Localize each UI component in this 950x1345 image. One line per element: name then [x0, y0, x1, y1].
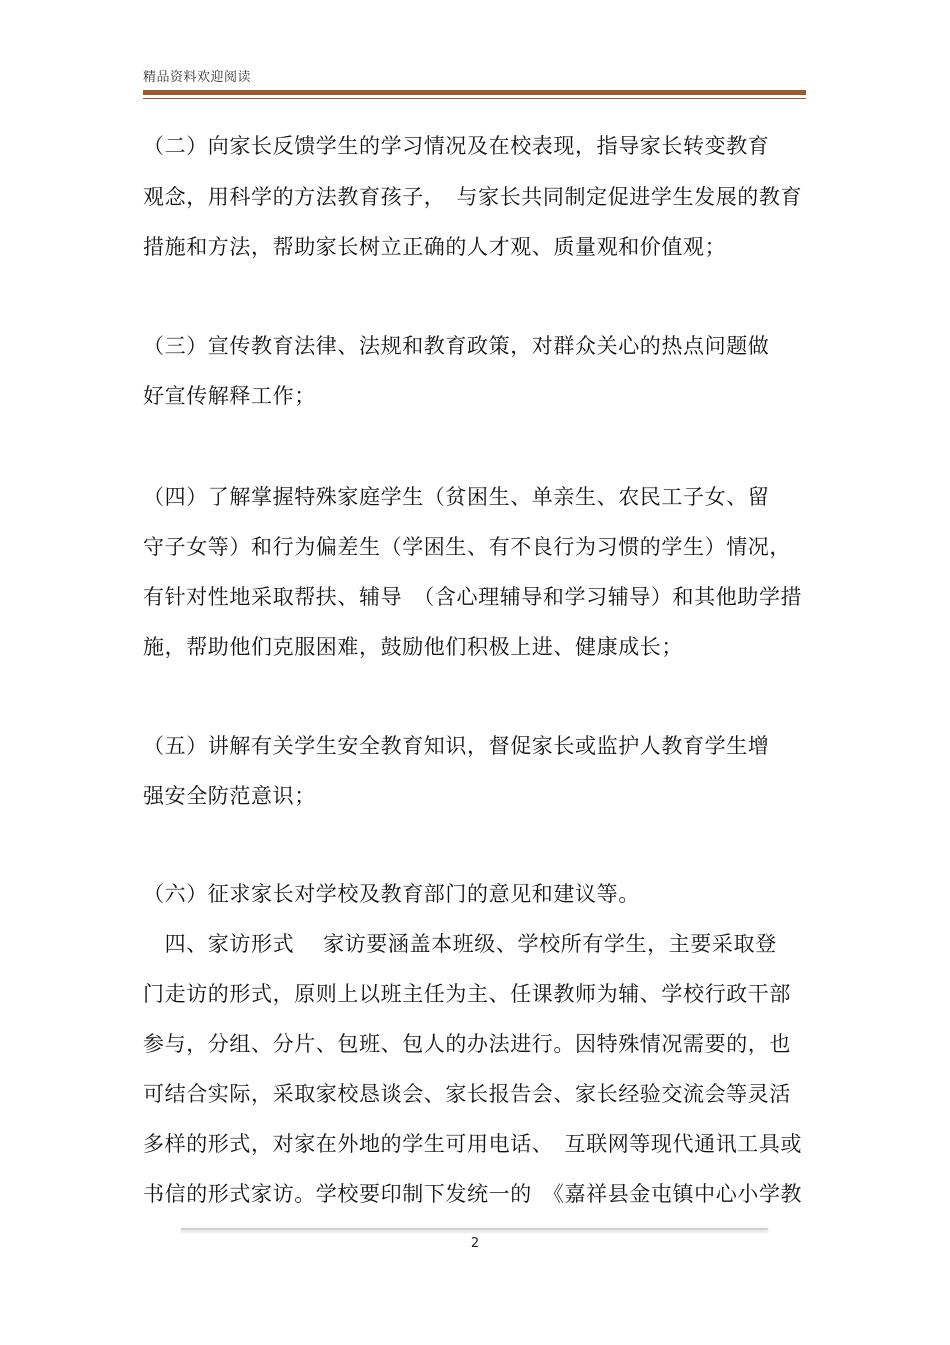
page-number: 2	[470, 1236, 480, 1251]
text-line: 参与，分组、分片、包班、包人的办法进行。因特殊情况需要的，也	[143, 1032, 791, 1056]
text-line: 好宣传解释工作；	[143, 384, 316, 408]
text-line: （二）向家长反馈学生的学习情况及在校表现，指导家长转变教育	[143, 134, 770, 158]
text-line: （四）了解掌握特殊家庭学生（贫困生、单亲生、农民工子女、留	[143, 485, 770, 509]
text-line: 门走访的形式，原则上以班主任为主、任课教师为辅、学校行政干部	[143, 982, 791, 1006]
header-divider-thin	[143, 98, 806, 99]
text-line: 可结合实际，采取家校恳谈会、家长报告会、家长经验交流会等灵活	[143, 1082, 791, 1106]
text-line: （六）征求家长对学校及教育部门的意见和建议等。	[143, 882, 640, 906]
text-line: 施，帮助他们克服困难，鼓励他们积极上进、健康成长；	[143, 635, 683, 659]
text-line: 书信的形式家访。学校要印制下发统一的 《嘉祥县金屯镇中心小学教	[143, 1182, 803, 1206]
header-divider	[143, 90, 806, 95]
footer-divider	[181, 1228, 768, 1230]
text-line: （三）宣传教育法律、法规和教育政策，对群众关心的热点问题做	[143, 334, 770, 358]
text-line: 多样的形式，对家在外地的学生可用电话、 互联网等现代通讯工具或	[143, 1132, 803, 1156]
text-line: 守子女等）和行为偏差生（学困生、有不良行为习惯的学生）情况，	[143, 535, 791, 559]
text-line: 强安全防范意识；	[143, 784, 316, 808]
text-line: 四、家访形式 家访要涵盖本班级、学校所有学生，主要采取登	[143, 932, 777, 956]
text-line: 有针对性地采取帮扶、辅导 （含心理辅导和学习辅导）和其他助学措	[143, 585, 803, 609]
page-header: 精品资料欢迎阅读	[143, 70, 252, 85]
text-line: （五）讲解有关学生安全教育知识，督促家长或监护人教育学生增	[143, 734, 770, 758]
text-line: 观念，用科学的方法教育孩子， 与家长共同制定促进学生发展的教育	[143, 185, 803, 209]
text-line: 措施和方法，帮助家长树立正确的人才观、质量观和价值观；	[143, 235, 727, 259]
